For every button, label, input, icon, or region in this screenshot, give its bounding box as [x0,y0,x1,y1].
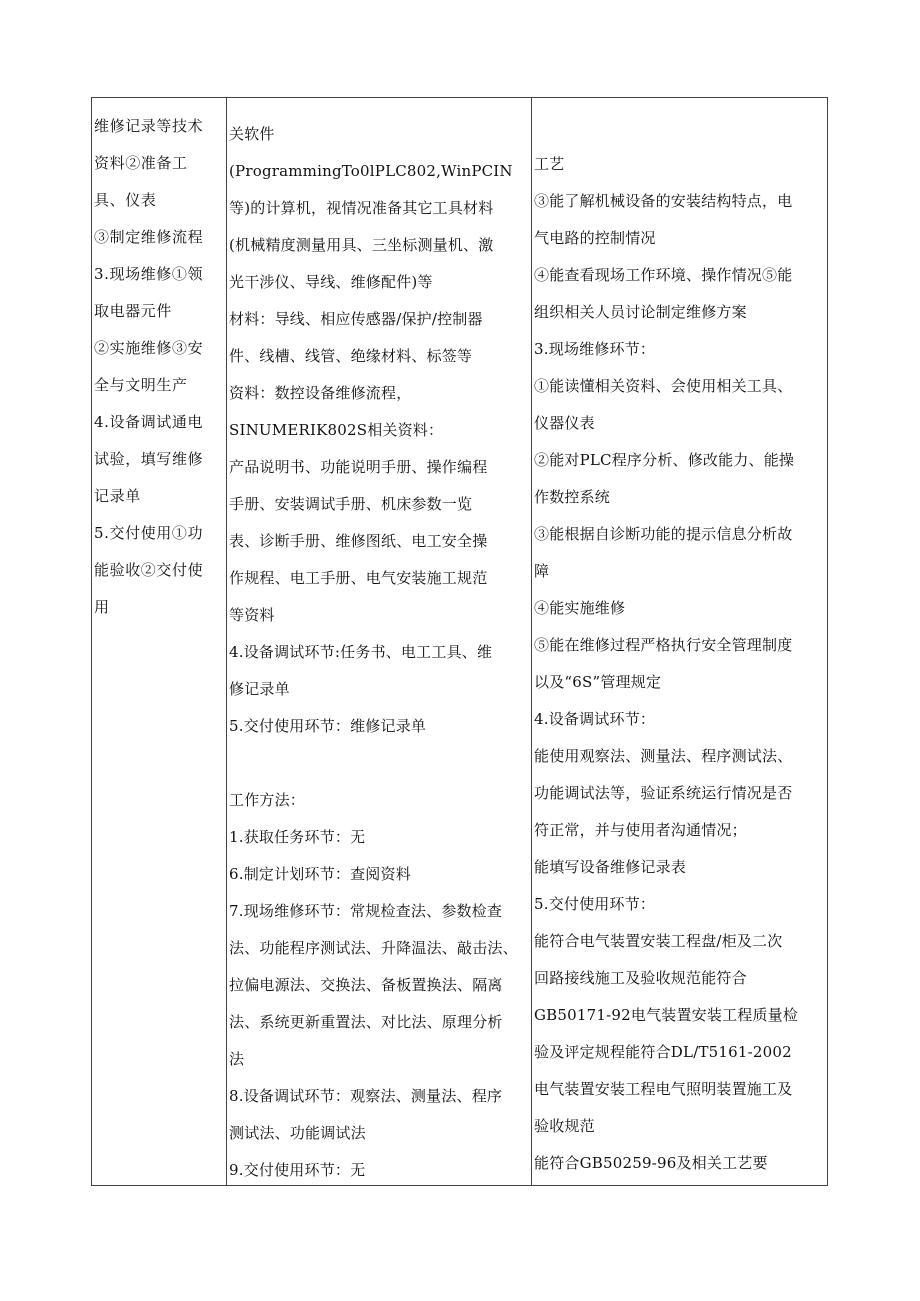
text-line: (ProgrammingTo0lPLC802,WinPCIN [229,162,513,180]
text-line: 全与文明生产 [94,376,188,394]
text-line: 3.现场维修①领 [94,265,204,283]
text-line: ④能实施维修 [534,599,626,617]
text-line: 用 [94,598,110,616]
text-line: 试验，填写维修 [94,450,204,468]
text-line: 测试法、功能调试法 [229,1124,366,1142]
text-line: 等)的计算机，视情况准备其它工具材料 [229,199,494,217]
text-line: 4.设备调试环节： [534,710,656,728]
text-line: 回路接线施工及验收规范能符合 [534,969,747,987]
text-line: 符正常，并与使用者沟通情况； [534,821,747,839]
text-line: 工艺 [534,155,565,173]
text-line: 功能调试法等，验证系统运行情况是否 [534,784,793,802]
text-line: ②能对PLC程序分析、修改能力、能操 [534,451,795,469]
column-divider [531,98,532,1185]
text-line: 电气装置安装工程电气照明装置施工及 [534,1080,793,1098]
text-line: 维修记录等技术 [94,117,204,135]
text-line: SINUMERIK802S相关资料： [229,421,444,439]
text-line: 手册、安装调试手册、机床参数一览 [229,495,473,513]
text-line: 能符合电气装置安装工程盘/柜及二次 [534,932,783,950]
text-line: ④能查看现场工作环境、操作情况⑤能 [534,266,793,284]
text-line: 法 [229,1050,245,1068]
text-line: 关软件 [229,125,275,143]
text-line: 法、功能程序测试法、升降温法、敲击法、 [229,939,518,957]
text-line: 作规程、电工手册、电气安装施工规范 [229,569,488,587]
text-line: 资料②准备工 [94,154,188,172]
text-line: 记录单 [94,487,141,505]
text-line: ②实施维修③安 [94,339,204,357]
text-line: 产品说明书、功能说明手册、操作编程 [229,458,488,476]
text-line: 5.交付使用①功 [94,524,204,542]
text-line: 资料：数控设备维修流程， [229,384,412,402]
text-line: 能符合GB50259-96及相关工艺要 [534,1154,768,1172]
text-line: 以及“6S”管理规定 [534,673,662,691]
text-line: ③能了解机械设备的安装结构特点，电 [534,192,793,210]
blank-line [229,745,529,782]
text-line: 修记录单 [229,680,290,698]
text-line: 8.设备调试环节：观察法、测量法、程序 [229,1087,503,1105]
text-line: 4.设备调试环节:任务书、电工工具、维 [229,643,493,661]
text-line: ③能根据自诊断功能的提示信息分析故 [534,525,793,543]
text-line: 拉偏电源法、交换法、备板置换法、隔离 [229,976,503,994]
text-line: 光干涉仪、导线、维修配件)等 [229,273,433,291]
text-line: 作数控系统 [534,488,611,506]
text-line: 验及评定规程能符合DL/T5161-2002 [534,1043,792,1061]
text-line: 气电路的控制情况 [534,229,656,247]
text-line: 9.交付使用环节：无 [229,1161,366,1179]
requirements-column [534,146,826,1185]
text-line: GB50171-92电气装置安装工程质量检 [534,1006,799,1024]
text-line: 具、仪表 [94,191,157,209]
text-line: 法、系统更新重置法、对比法、原理分析 [229,1013,503,1031]
text-line: 4.设备调试通电 [94,413,204,431]
text-line: 材料：导线、相应传感器/保护/控制器 [229,310,483,328]
text-line: 表、诊断手册、维修图纸、电工安全操 [229,532,488,550]
text-line: 能验收②交付使 [94,561,204,579]
text-line: 6.制定计划环节：查阅资料 [229,865,411,883]
text-line: 1.获取任务环节：无 [229,828,366,846]
resources-methods-column [229,116,529,1185]
text-line: 验收规范 [534,1117,595,1135]
text-line: 组织相关人员讨论制定维修方案 [534,303,747,321]
text-line: ③制定维修流程 [94,228,204,246]
text-line: 7.现场维修环节：常规检查法、参数检查 [229,902,503,920]
text-line: 仪器仪表 [534,414,595,432]
text-line: ⑤能在维修过程严格执行安全管理制度 [534,636,793,654]
text-line: (机械精度测量用具、三坐标测量机、激 [229,236,494,254]
text-line: 5.交付使用环节： [534,895,656,913]
column-divider [226,98,227,1185]
content-table [91,97,828,1186]
text-line: ①能读懂相关资料、会使用相关工具、 [534,377,793,395]
text-line: 能填写设备维修记录表 [534,858,687,876]
text-line: 能使用观察法、测量法、程序测试法、 [534,747,793,765]
text-line: 5.交付使用环节：维修记录单 [229,717,427,735]
text-line: 障 [534,562,550,580]
section-heading: 工作方法： [229,791,306,809]
text-line: 3.现场维修环节： [534,340,656,358]
stage-column [94,108,225,1185]
text-line: 件、线槽、线管、绝缘材料、标签等 [229,347,473,365]
text-line: 取电器元件 [94,302,173,320]
text-line: 等资料 [229,606,275,624]
